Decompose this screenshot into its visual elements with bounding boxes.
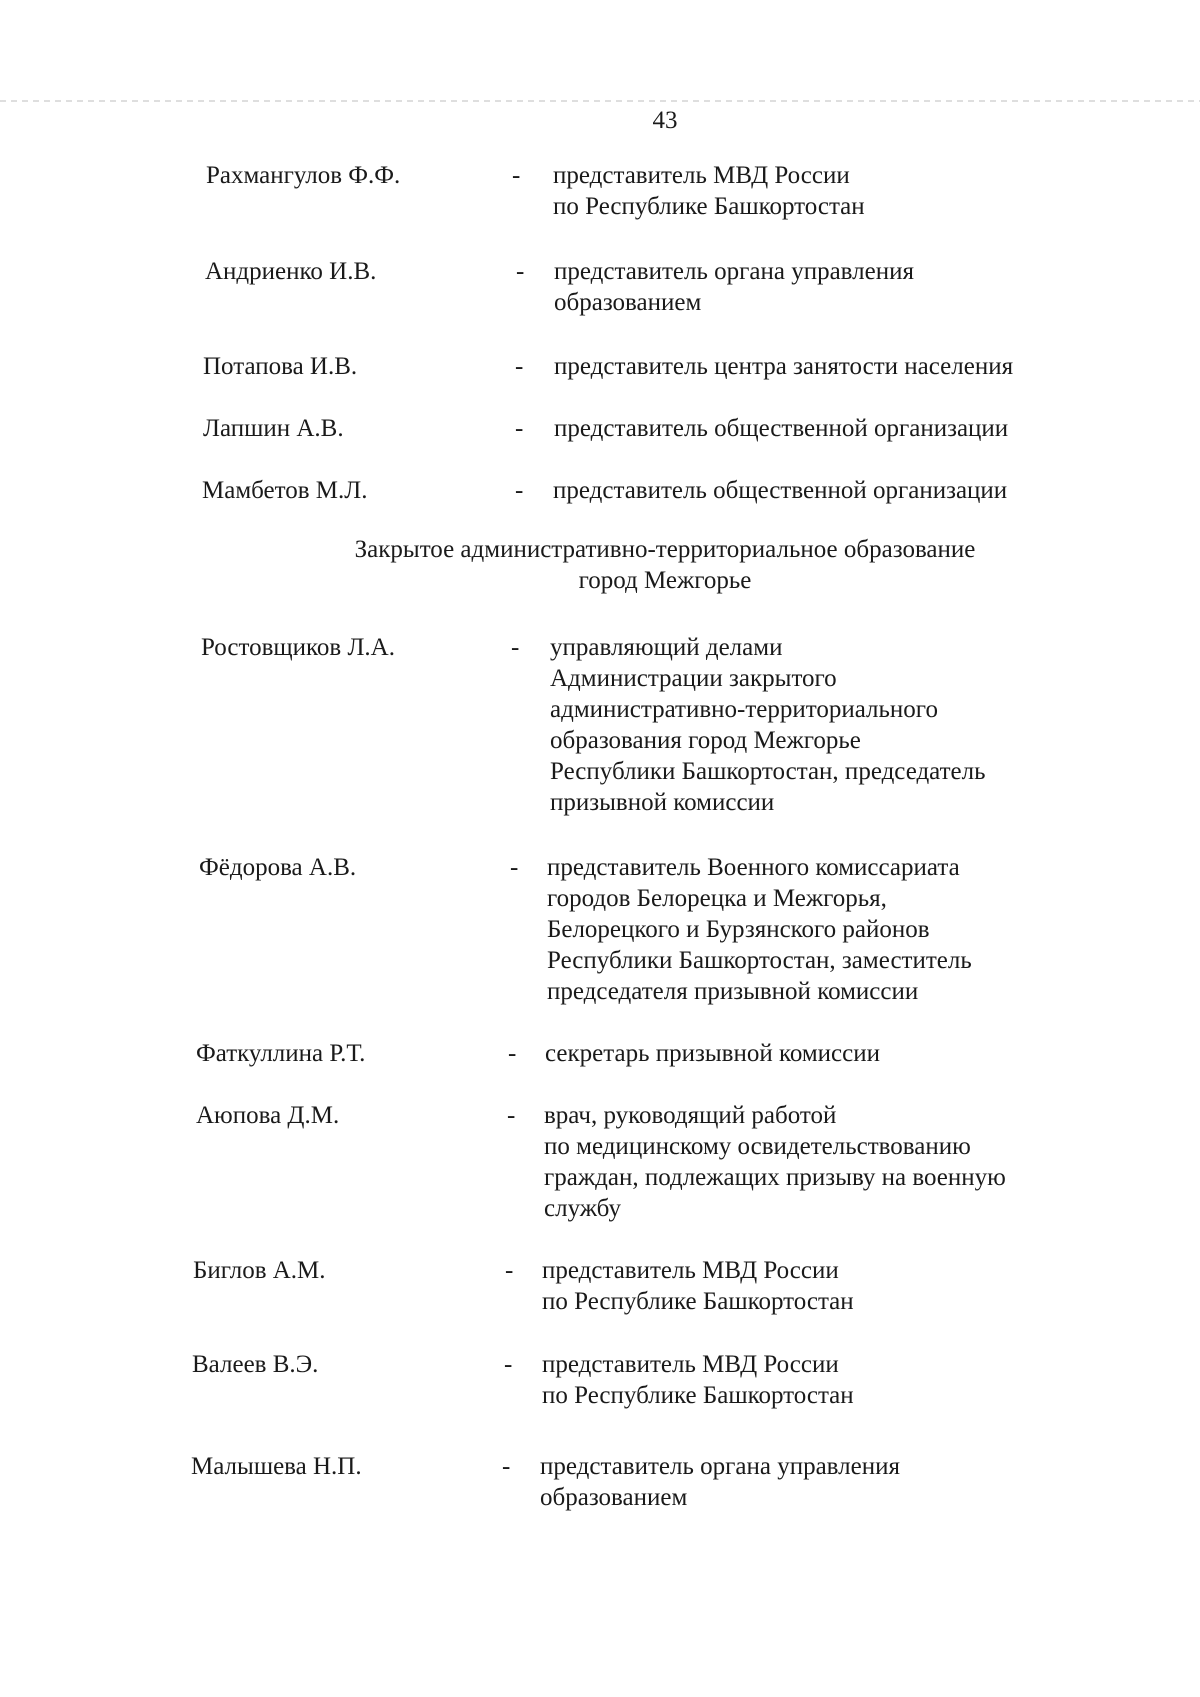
section-heading <box>290 534 1040 596</box>
section-heading-line: Закрытое административно-территориальное образование <box>354 536 976 563</box>
member-role-line: представитель МВД России <box>553 162 850 189</box>
member-name: Фаткуллина Р.Т. <box>196 1040 366 1067</box>
member-name: Рахмангулов Ф.Ф. <box>206 162 401 189</box>
member-role <box>547 852 972 1007</box>
member-role-line: граждан, подлежащих призыву на военную <box>544 1164 1006 1191</box>
member-role-line: представитель общественной организации <box>553 477 1008 504</box>
member-role-line: Администрации закрытого <box>550 665 837 692</box>
section-heading-line: город Межгорье <box>578 567 752 594</box>
member-name: Потапова И.В. <box>203 353 358 380</box>
member-role <box>545 1038 880 1069</box>
member-name: Аюпова Д.М. <box>196 1102 340 1129</box>
member-role-line: по Республике Башкортостан <box>542 1288 854 1315</box>
member-role-line: Белорецкого и Бурзянского районов <box>547 916 930 943</box>
member-role-line: представитель центра занятости населения <box>554 353 1014 380</box>
member-role <box>553 160 865 222</box>
scan-edge-line <box>0 100 1200 102</box>
member-role-line: службу <box>544 1195 621 1222</box>
member-dash: - <box>512 162 521 189</box>
member-role-line: представитель МВД России <box>542 1351 839 1378</box>
member-dash: - <box>508 1040 517 1067</box>
member-dash: - <box>504 1351 513 1378</box>
member-role-line: управляющий делами <box>550 634 783 661</box>
member-name: Фёдорова А.В. <box>199 854 357 881</box>
member-dash: - <box>507 1102 516 1129</box>
member-dash: - <box>511 634 520 661</box>
member-role-line: представитель МВД России <box>542 1257 839 1284</box>
member-name: Малышева Н.П. <box>191 1453 362 1480</box>
member-name: Биглов А.М. <box>193 1257 326 1284</box>
member-dash: - <box>502 1453 511 1480</box>
member-role <box>544 1100 1006 1224</box>
member-role <box>554 351 1013 382</box>
member-dash: - <box>515 415 524 442</box>
page-number: 43 <box>652 107 678 134</box>
member-dash: - <box>515 477 524 504</box>
member-role-line: административно-территориального <box>550 696 938 723</box>
member-role-line: представитель органа управления <box>554 258 914 285</box>
member-role-line: образованием <box>554 289 702 316</box>
member-role-line: председателя призывной комиссии <box>547 978 919 1005</box>
member-dash: - <box>515 353 524 380</box>
member-role <box>542 1255 854 1317</box>
member-role-line: призывной комиссии <box>550 789 775 816</box>
member-role-line: представитель органа управления <box>540 1453 900 1480</box>
member-role-line: представитель Военного комиссариата <box>547 854 960 881</box>
member-role <box>554 413 1008 444</box>
member-dash: - <box>516 258 525 285</box>
member-role <box>550 632 986 818</box>
member-role-line: по медицинскому освидетельствованию <box>544 1133 971 1160</box>
member-role-line: по Республике Башкортостан <box>553 193 865 220</box>
member-name: Ростовщиков Л.А. <box>201 634 395 661</box>
member-role-line: образования город Межгорье <box>550 727 861 754</box>
member-name: Мамбетов М.Л. <box>202 477 368 504</box>
member-name: Андриенко И.В. <box>205 258 377 285</box>
member-dash: - <box>510 854 519 881</box>
member-role <box>553 475 1007 506</box>
member-name: Валеев В.Э. <box>192 1351 319 1378</box>
member-role-line: Республики Башкортостан, председатель <box>550 758 986 785</box>
member-dash: - <box>505 1257 514 1284</box>
member-role <box>554 256 914 318</box>
member-role <box>540 1451 900 1513</box>
member-role-line: образованием <box>540 1484 688 1511</box>
member-name: Лапшин А.В. <box>203 415 344 442</box>
member-role-line: представитель общественной организации <box>554 415 1009 442</box>
member-role-line: по Республике Башкортостан <box>542 1382 854 1409</box>
member-role <box>542 1349 854 1411</box>
member-role-line: Республики Башкортостан, заместитель <box>547 947 972 974</box>
member-role-line: городов Белорецка и Межгорья, <box>547 885 887 912</box>
member-role-line: врач, руководящий работой <box>544 1102 837 1129</box>
member-role-line: секретарь призывной комиссии <box>545 1040 881 1067</box>
